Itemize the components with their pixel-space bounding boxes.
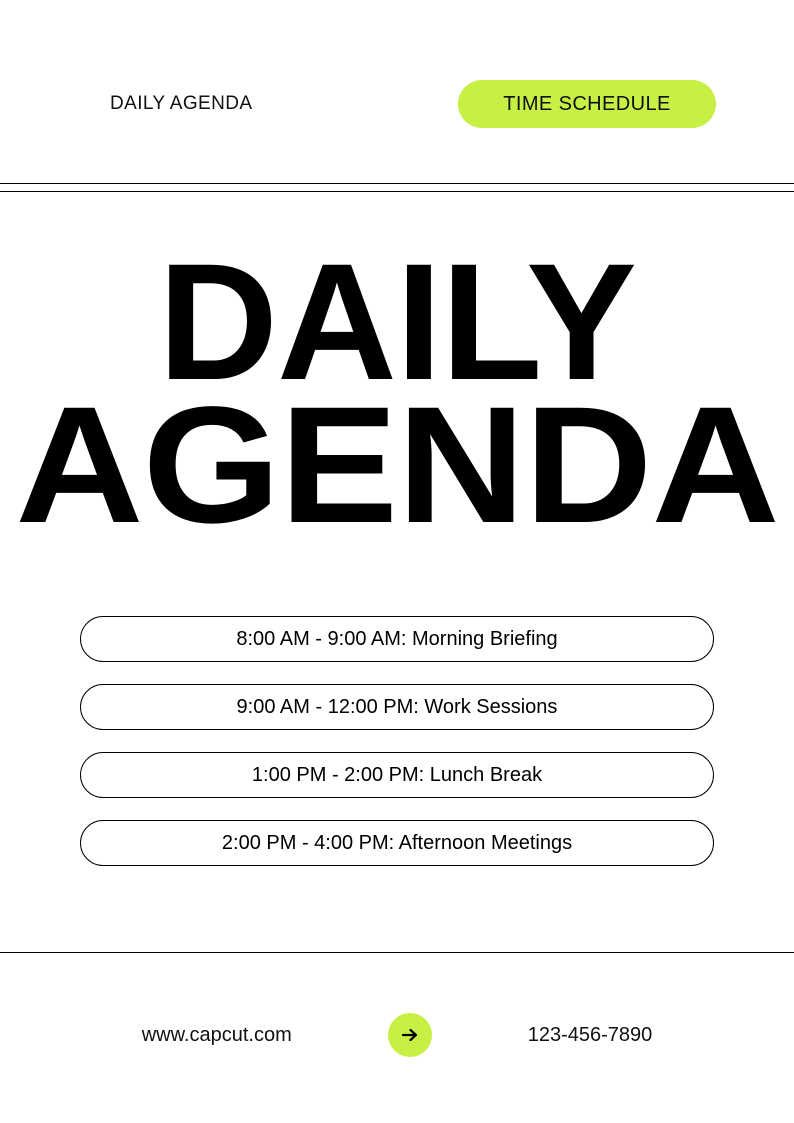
list-item-label: 1:00 PM - 2:00 PM: Lunch Break bbox=[251, 763, 543, 786]
list-item[interactable] bbox=[80, 752, 714, 798]
page-title-line-1: DAILY bbox=[158, 230, 636, 415]
time-schedule-badge[interactable] bbox=[458, 80, 716, 128]
time-schedule-badge-label: TIME SCHEDULE bbox=[503, 92, 671, 115]
footer bbox=[0, 1012, 794, 1058]
arrow-right-icon[interactable] bbox=[388, 1013, 432, 1057]
header-title: DAILY AGENDA bbox=[110, 93, 253, 114]
list-item[interactable] bbox=[80, 616, 714, 662]
page-title bbox=[0, 230, 794, 558]
divider-line-top bbox=[0, 183, 794, 184]
footer-divider bbox=[0, 952, 794, 953]
agenda-list bbox=[80, 616, 714, 888]
list-item-label: 2:00 PM - 4:00 PM: Afternoon Meetings bbox=[221, 831, 573, 854]
header bbox=[0, 78, 794, 130]
list-item[interactable] bbox=[80, 820, 714, 866]
divider-line-bottom bbox=[0, 191, 794, 192]
footer-website[interactable]: www.capcut.com bbox=[141, 1023, 292, 1046]
page-title-line-2: AGENDA bbox=[15, 372, 779, 558]
footer-phone[interactable]: 123-456-7890 bbox=[527, 1023, 653, 1046]
header-divider bbox=[0, 183, 794, 192]
list-item[interactable] bbox=[80, 684, 714, 730]
list-item-label: 9:00 AM - 12:00 PM: Work Sessions bbox=[236, 695, 558, 718]
list-item-label: 8:00 AM - 9:00 AM: Morning Briefing bbox=[236, 627, 558, 650]
